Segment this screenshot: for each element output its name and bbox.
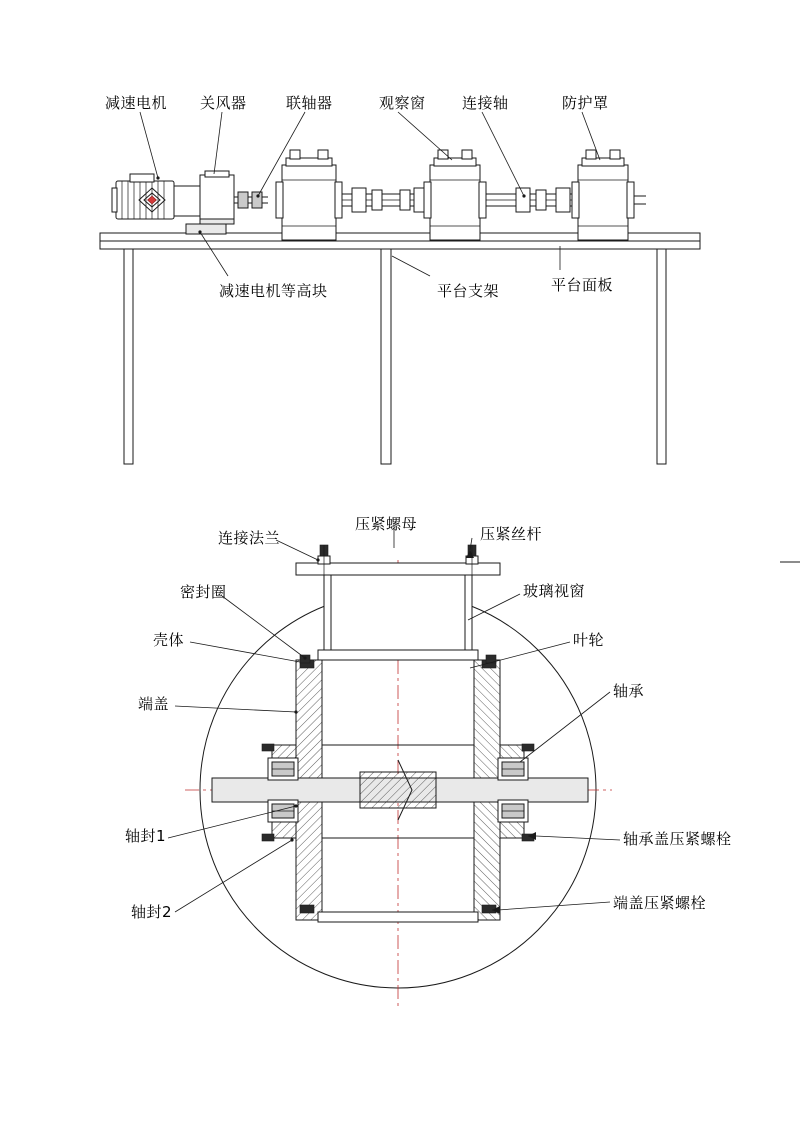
- label-clamp-nut: 压紧螺母: [355, 515, 418, 533]
- label-impeller: 叶轮: [573, 631, 605, 649]
- label-glass-window: 玻璃视窗: [523, 582, 586, 600]
- label-connecting-flange: 连接法兰: [218, 529, 281, 547]
- label-end-cover-bolt: 端盖压紧螺栓: [613, 894, 707, 912]
- label-bearing-cap-bolt: 轴承盖压紧螺栓: [623, 830, 732, 848]
- label-housing: 壳体: [153, 631, 185, 649]
- label-bearing: 轴承: [613, 682, 645, 700]
- label-connecting-shaft: 连接轴: [462, 94, 509, 112]
- label-clamp-screw: 压紧丝杆: [480, 525, 543, 543]
- label-shaft-seal-2: 轴封2: [131, 903, 173, 921]
- label-seal-ring: 密封圈: [180, 583, 227, 601]
- label-air-shutter: 关风器: [200, 94, 247, 112]
- label-coupling: 联轴器: [286, 94, 333, 112]
- label-observation-window: 观察窗: [379, 94, 426, 112]
- label-motor-riser-block: 减速电机等高块: [219, 282, 328, 300]
- label-platform-panel: 平台面板: [551, 276, 614, 294]
- label-reducer-motor: 减速电机: [105, 94, 168, 112]
- label-protective-cover: 防护罩: [562, 94, 609, 112]
- label-end-cover: 端盖: [138, 695, 170, 713]
- label-platform-frame: 平台支架: [437, 282, 500, 300]
- label-shaft-seal-1: 轴封1: [125, 827, 167, 845]
- bottom-figure-group: [168, 525, 800, 1010]
